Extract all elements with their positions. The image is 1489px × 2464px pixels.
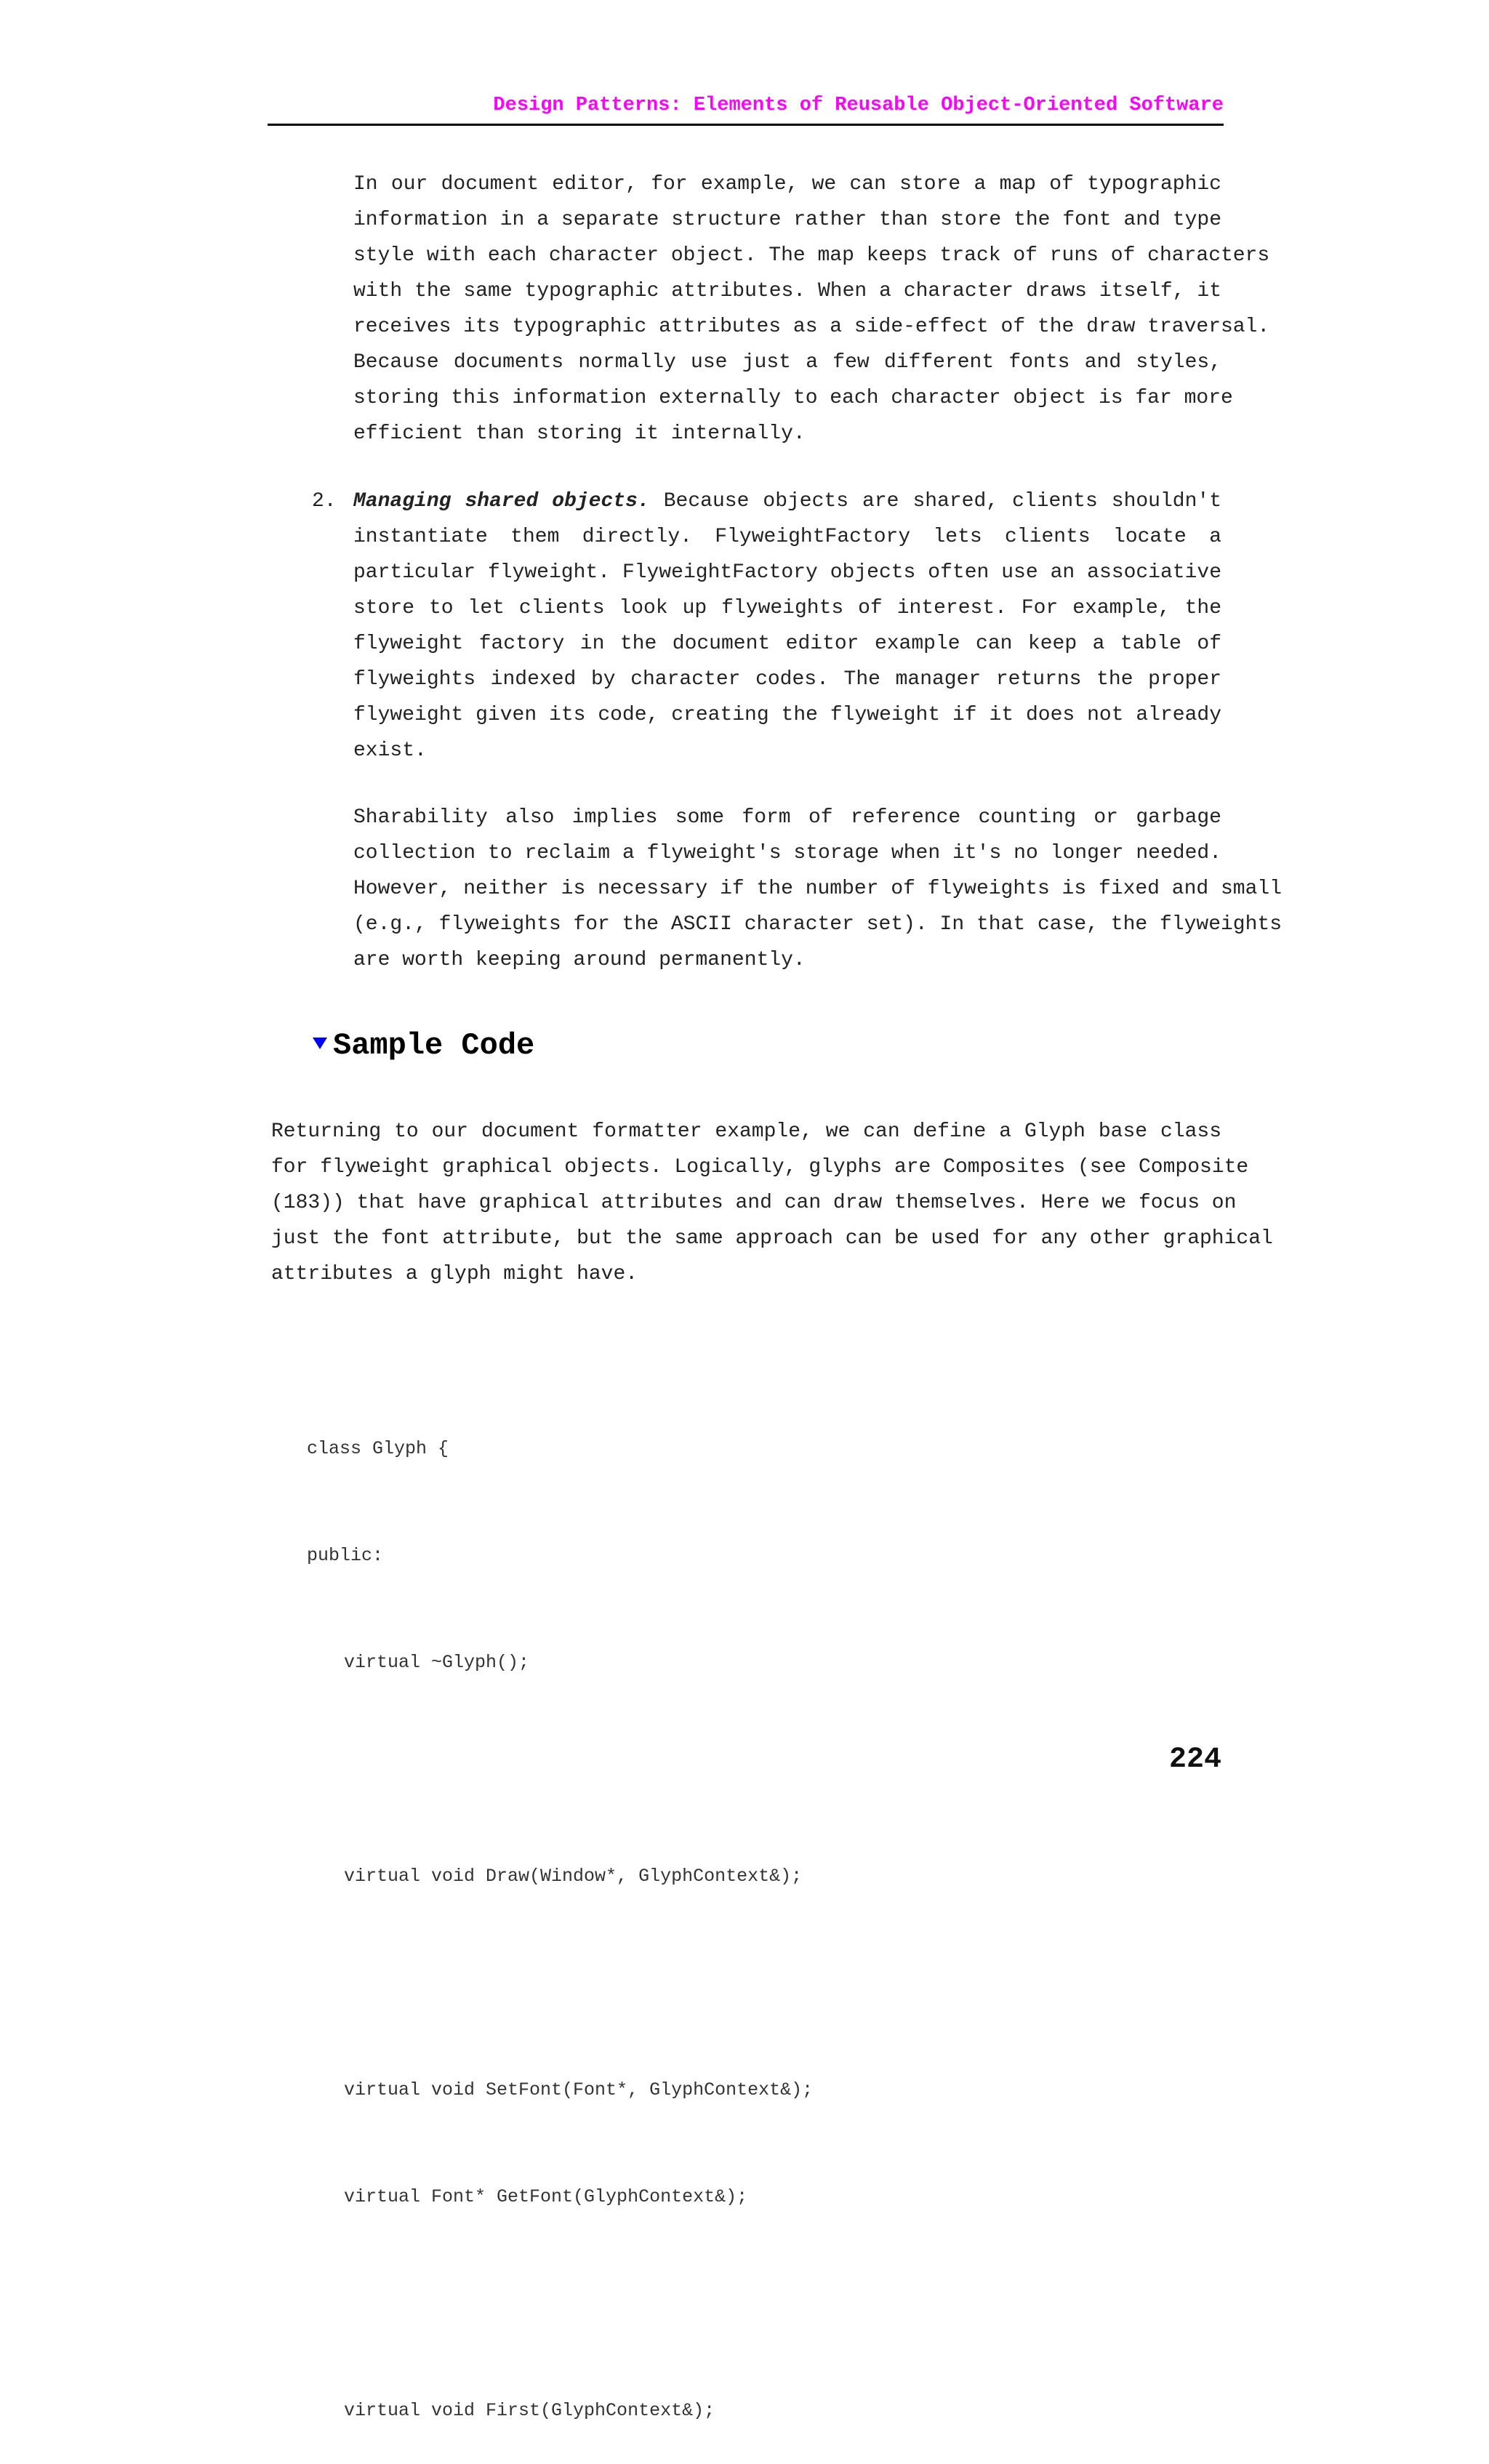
text-line: efficient than storing it internally. <box>353 422 806 445</box>
code-line: virtual void First(GlyphContext&); <box>344 2400 715 2421</box>
running-header: Design Patterns: Elements of Reusable Object-Oriented Software <box>493 95 1224 116</box>
text-line: flyweights indexed by character codes. The manager returns the proper <box>353 668 1221 691</box>
code-line <box>307 2286 813 2321</box>
text-line: exist. <box>353 739 427 762</box>
text-line: Because documents normally use just a few different fonts and styles, <box>353 351 1221 374</box>
code-block <box>307 1360 813 2464</box>
code-line: public: <box>307 1545 384 1566</box>
code-line <box>307 1751 813 1787</box>
text-line: (e.g., flyweights for the ASCII character set). In that case, the flyweights <box>353 913 1283 936</box>
list-item-managing-shared-objects <box>312 483 1221 769</box>
text-line: with the same typographic attributes. When a character draws itself, it <box>353 280 1221 302</box>
item-title: Managing shared objects. <box>353 490 650 513</box>
text-line: In our document editor, for example, we can store a map of typographic <box>353 173 1221 196</box>
text-line: attributes a glyph might have. <box>271 1263 638 1285</box>
text-line: Sharability also implies some form of reference counting or garbage <box>353 806 1221 829</box>
text-line: storing this information externally to each character object is far more <box>353 387 1233 409</box>
text-line: information in a separate structure rather than store the font and type <box>353 209 1221 231</box>
text-line <box>353 483 1221 519</box>
text-line: (183)) that have graphical attributes and can draw themselves. Here we focus on <box>271 1192 1237 1214</box>
list-number: 2. <box>312 490 337 513</box>
triangle-down-icon[interactable] <box>313 1038 327 1049</box>
text-line: particular flyweight. FlyweightFactory objects often use an associative <box>353 561 1221 584</box>
code-line: virtual void SetFont(Font*, GlyphContext&); <box>344 2079 814 2100</box>
section-heading-sample-code: Sample Code <box>333 1028 535 1063</box>
code-line: virtual void Draw(Window*, GlyphContext&); <box>344 1866 803 1887</box>
header-rule <box>268 124 1224 126</box>
text-line: style with each character object. The map keeps track of runs of characters <box>353 244 1270 267</box>
text-line: flyweight given its code, creating the flyweight if it does not already <box>353 704 1221 726</box>
text-line: flyweight factory in the document editor example can keep a table of <box>353 633 1221 655</box>
text-line: collection to reclaim a flyweight's storage when it's no longer needed. <box>353 842 1221 864</box>
text-line: However, neither is necessary if the number of flyweights is fixed and small <box>353 878 1283 900</box>
code-line: virtual Font* GetFont(GlyphContext&); <box>344 2186 748 2207</box>
text-line: store to let clients look up flyweights of interest. For example, the <box>353 597 1221 619</box>
paragraph-typographic-map <box>353 166 1270 452</box>
page-number: 224 <box>1168 1743 1221 1776</box>
text-line: instantiate them directly. FlyweightFactory lets clients locate a <box>353 526 1221 548</box>
paragraph-sharability <box>353 800 1283 978</box>
text-line: are worth keeping around permanently. <box>353 949 806 971</box>
code-line: virtual ~Glyph(); <box>344 1652 530 1673</box>
paragraph-returning <box>271 1114 1273 1292</box>
text-line: Returning to our document formatter example, we can define a Glyph base class <box>271 1120 1221 1143</box>
code-line <box>307 1965 813 2001</box>
code-line: class Glyph { <box>307 1438 449 1459</box>
text-line: receives its typographic attributes as a side-effect of the draw traversal. <box>353 316 1270 338</box>
text-line: for flyweight graphical objects. Logically, glyphs are Composites (see Composite <box>271 1156 1249 1179</box>
item-text: Because objects are shared, clients shouldn't <box>649 490 1221 513</box>
text-line: just the font attribute, but the same approach can be used for any other graphical <box>271 1227 1273 1250</box>
